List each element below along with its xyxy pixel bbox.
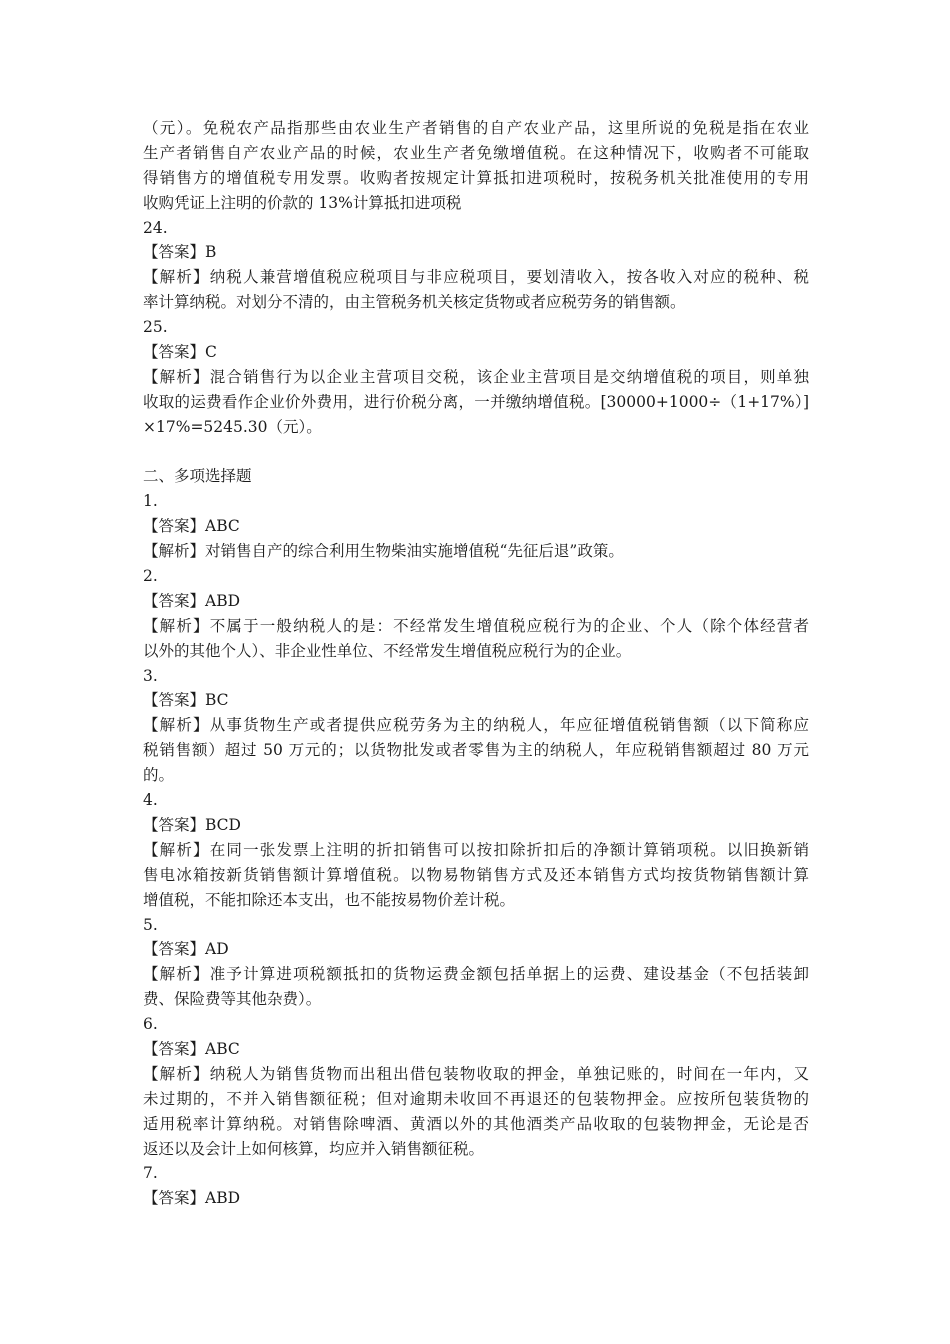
- question-block-m6: [143, 1012, 809, 1161]
- section-title: 二、多项选择题: [143, 467, 252, 486]
- explanation-line: 返还以及会计上如何核算，均应并入销售额征税。: [143, 1139, 485, 1158]
- question-number: 24.: [143, 218, 168, 237]
- question-block-m3: [143, 664, 809, 788]
- question-block-25: [143, 315, 809, 439]
- answer-line: 【答案】ABD: [143, 591, 241, 610]
- text-line: 收购凭证上注明的价款的 13%计算抵扣进项税: [143, 193, 462, 212]
- explanation-line: 增值税，不能扣除还本支出，也不能按易物价差计税。: [143, 890, 516, 909]
- answer-line: 【答案】AD: [143, 940, 229, 959]
- explanation-line: 未过期的，不并入销售额征税；但对逾期未收回不再退还的包装物押金。应按所包装货物的: [143, 1089, 809, 1108]
- answer-line: 【答案】C: [143, 343, 217, 362]
- document-page: [143, 116, 809, 1211]
- explanation-line: 【解析】混合销售行为以企业主营项目交税，该企业主营项目是交纳增值税的项目，则单独: [143, 367, 809, 386]
- explanation-line: 的。: [143, 766, 175, 785]
- question-number: 25.: [143, 318, 168, 337]
- question-number: 5.: [143, 915, 158, 934]
- question-number: 2.: [143, 567, 158, 586]
- explanation-line: 以外的其他个人）、非企业性单位、不经常发生增值税应税行为的企业。: [143, 641, 632, 660]
- explanation-line: 【解析】准予计算进项税额抵扣的货物运费金额包括单据上的运费、建设基金（不包括装卸: [143, 965, 809, 984]
- question-block-m4: [143, 788, 809, 912]
- question-block-m2: [143, 564, 809, 664]
- text-line: （元）。免税农产品指那些由农业生产者销售的自产农业产品，这里所说的免税是指在农业: [143, 119, 809, 137]
- question-block-m5: [143, 913, 809, 1013]
- explanation-line: 税销售额）超过 50 万元的；以货物批发或者零售为主的纳税人，年应税销售额超过 80 万元: [143, 741, 809, 760]
- text-line: 得销售方的增值税专用发票。收购者按规定计算抵扣进项税时，按税务机关批准使用的专用: [143, 168, 809, 187]
- explanation-line: 【解析】在同一张发票上注明的折扣销售可以按扣除折扣后的净额计算销项税。以旧换新销: [143, 840, 809, 859]
- explanation-line: 【解析】对销售自产的综合利用生物柴油实施增值税“先征后退”政策。: [143, 542, 624, 561]
- blank-line: [143, 440, 809, 465]
- text-line: 生产者销售自产农业产品的时候，农业生产者免缴增值税。在这种情况下，收购者不可能取: [143, 143, 809, 162]
- explanation-line: 【解析】从事货物生产或者提供应税劳务为主的纳税人，年应征增值税销售额（以下简称应: [143, 716, 809, 735]
- answer-line: 【答案】ABC: [143, 1039, 240, 1058]
- answer-line: 【答案】B: [143, 243, 217, 262]
- explanation-line: 适用税率计算纳税。对销售除啤酒、黄酒以外的其他酒类产品收取的包装物押金，无论是否: [143, 1114, 809, 1133]
- explanation-line: 费、保险费等其他杂费）。: [143, 990, 322, 1009]
- question-number: 1.: [143, 492, 158, 511]
- explanation-line: 【解析】纳税人兼营增值税应税项目与非应税项目，要划清收入，按各收入对应的税种、税: [143, 268, 809, 287]
- question-number: 3.: [143, 666, 158, 685]
- question-number: 4.: [143, 791, 158, 810]
- question-number: 7.: [143, 1164, 158, 1183]
- question-number: 6.: [143, 1015, 158, 1034]
- question-block-m7: [143, 1161, 809, 1211]
- question-block-m1: [143, 489, 809, 564]
- explanation-line: 率计算纳税。对划分不清的，由主管税务机关核定货物或者应税劳务的销售额。: [143, 293, 686, 312]
- answer-line: 【答案】ABC: [143, 517, 240, 536]
- explanation-line: 【解析】不属于一般纳税人的是：不经常发生增值税应税行为的企业、个人（除个体经营者: [143, 616, 809, 635]
- intro-paragraph: [143, 116, 809, 216]
- explanation-line: 售电冰箱按新货销售额计算增值税。以物易物销售方式及还本销售方式均按货物销售额计算: [143, 865, 809, 884]
- question-block-24: [143, 216, 809, 316]
- explanation-line: ×17%=5245.30（元）。: [143, 417, 322, 436]
- answer-line: 【答案】ABD: [143, 1189, 241, 1208]
- explanation-line: 收取的运费看作企业价外费用，进行价税分离，一并缴纳增值税。[30000+1000÷（1+17%）]: [143, 392, 809, 411]
- explanation-line: 【解析】纳税人为销售货物而出租出借包装物收取的押金，单独记账的，时间在一年内，又: [143, 1064, 809, 1083]
- answer-line: 【答案】BCD: [143, 815, 241, 834]
- answer-line: 【答案】BC: [143, 691, 229, 710]
